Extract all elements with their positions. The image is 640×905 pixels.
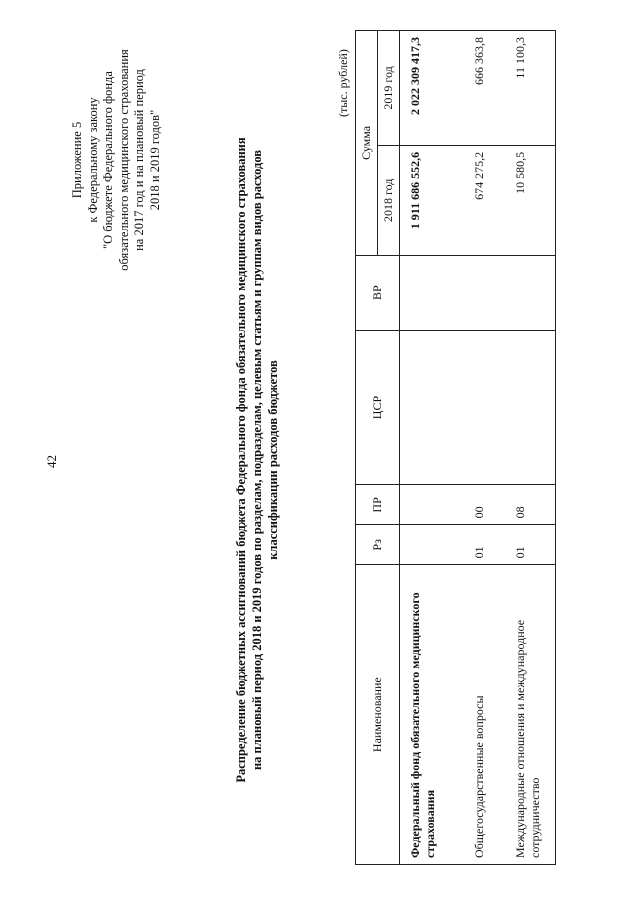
appendix-line: 2018 и 2019 годов"	[147, 109, 162, 211]
row-pr	[400, 485, 453, 525]
row-rz	[400, 525, 453, 565]
row-name: Общегосударственные вопросы	[452, 565, 507, 865]
appendix-line: к Федеральному закону	[85, 97, 100, 223]
budget-table	[355, 30, 556, 865]
row-year-2018: 1 911 686 552,6	[400, 145, 453, 255]
appendix-line: Приложение 5	[70, 121, 84, 199]
title-line: классификации расходов бюджетов	[266, 360, 280, 560]
table-row	[400, 31, 453, 865]
header-csr: ЦСР	[356, 330, 400, 485]
header-vr: ВР	[356, 255, 400, 330]
row-vr	[400, 255, 453, 330]
row-csr	[507, 330, 556, 485]
appendix-line: "О бюджете Федерального фонда	[101, 71, 115, 249]
row-year-2018: 674 275,2	[452, 145, 507, 255]
row-vr	[507, 255, 556, 330]
appendix-line: обязательного медицинского страхования	[116, 49, 131, 271]
appendix-line: на 2017 год и на плановый период	[132, 69, 146, 251]
row-pr: 00	[452, 485, 507, 525]
header-year-2019: 2019 год	[378, 31, 400, 146]
row-year-2019: 666 363,8	[452, 31, 507, 146]
appendix-note	[70, 15, 163, 305]
document-title	[233, 45, 281, 875]
row-rz: 01	[507, 525, 556, 565]
header-sum: Сумма	[356, 31, 378, 256]
header-row	[356, 31, 378, 865]
row-name: Федеральный фонд обязательного медицинского страхования	[400, 565, 453, 865]
units-label: (тыс. рублей)	[336, 49, 350, 117]
header-name: Наименование	[356, 565, 400, 865]
title-line: на плановый период 2018 и 2019 годов по разделам, подразделам, целевым статьям и группам видов расходов	[250, 149, 264, 771]
row-year-2019: 11 100,3	[507, 31, 556, 146]
row-vr	[452, 255, 507, 330]
page-number: 42	[44, 455, 59, 468]
row-year-2019: 2 022 309 417,3	[400, 31, 453, 146]
row-year-2018: 10 580,5	[507, 145, 556, 255]
table-row	[452, 31, 507, 865]
table-row	[507, 31, 556, 865]
header-year-2018: 2018 год	[378, 145, 400, 255]
row-pr: 08	[507, 485, 556, 525]
row-csr	[400, 330, 453, 485]
row-name: Международные отношения и международное сотрудничество	[507, 565, 556, 865]
row-rz: 01	[452, 525, 507, 565]
title-line: Распределение бюджетных ассигнований бюджета Федерального фонда обязательного медицинского страхования	[234, 137, 248, 783]
header-pr: ПР	[356, 485, 400, 525]
header-rz: Рз	[356, 525, 400, 565]
row-csr	[452, 330, 507, 485]
